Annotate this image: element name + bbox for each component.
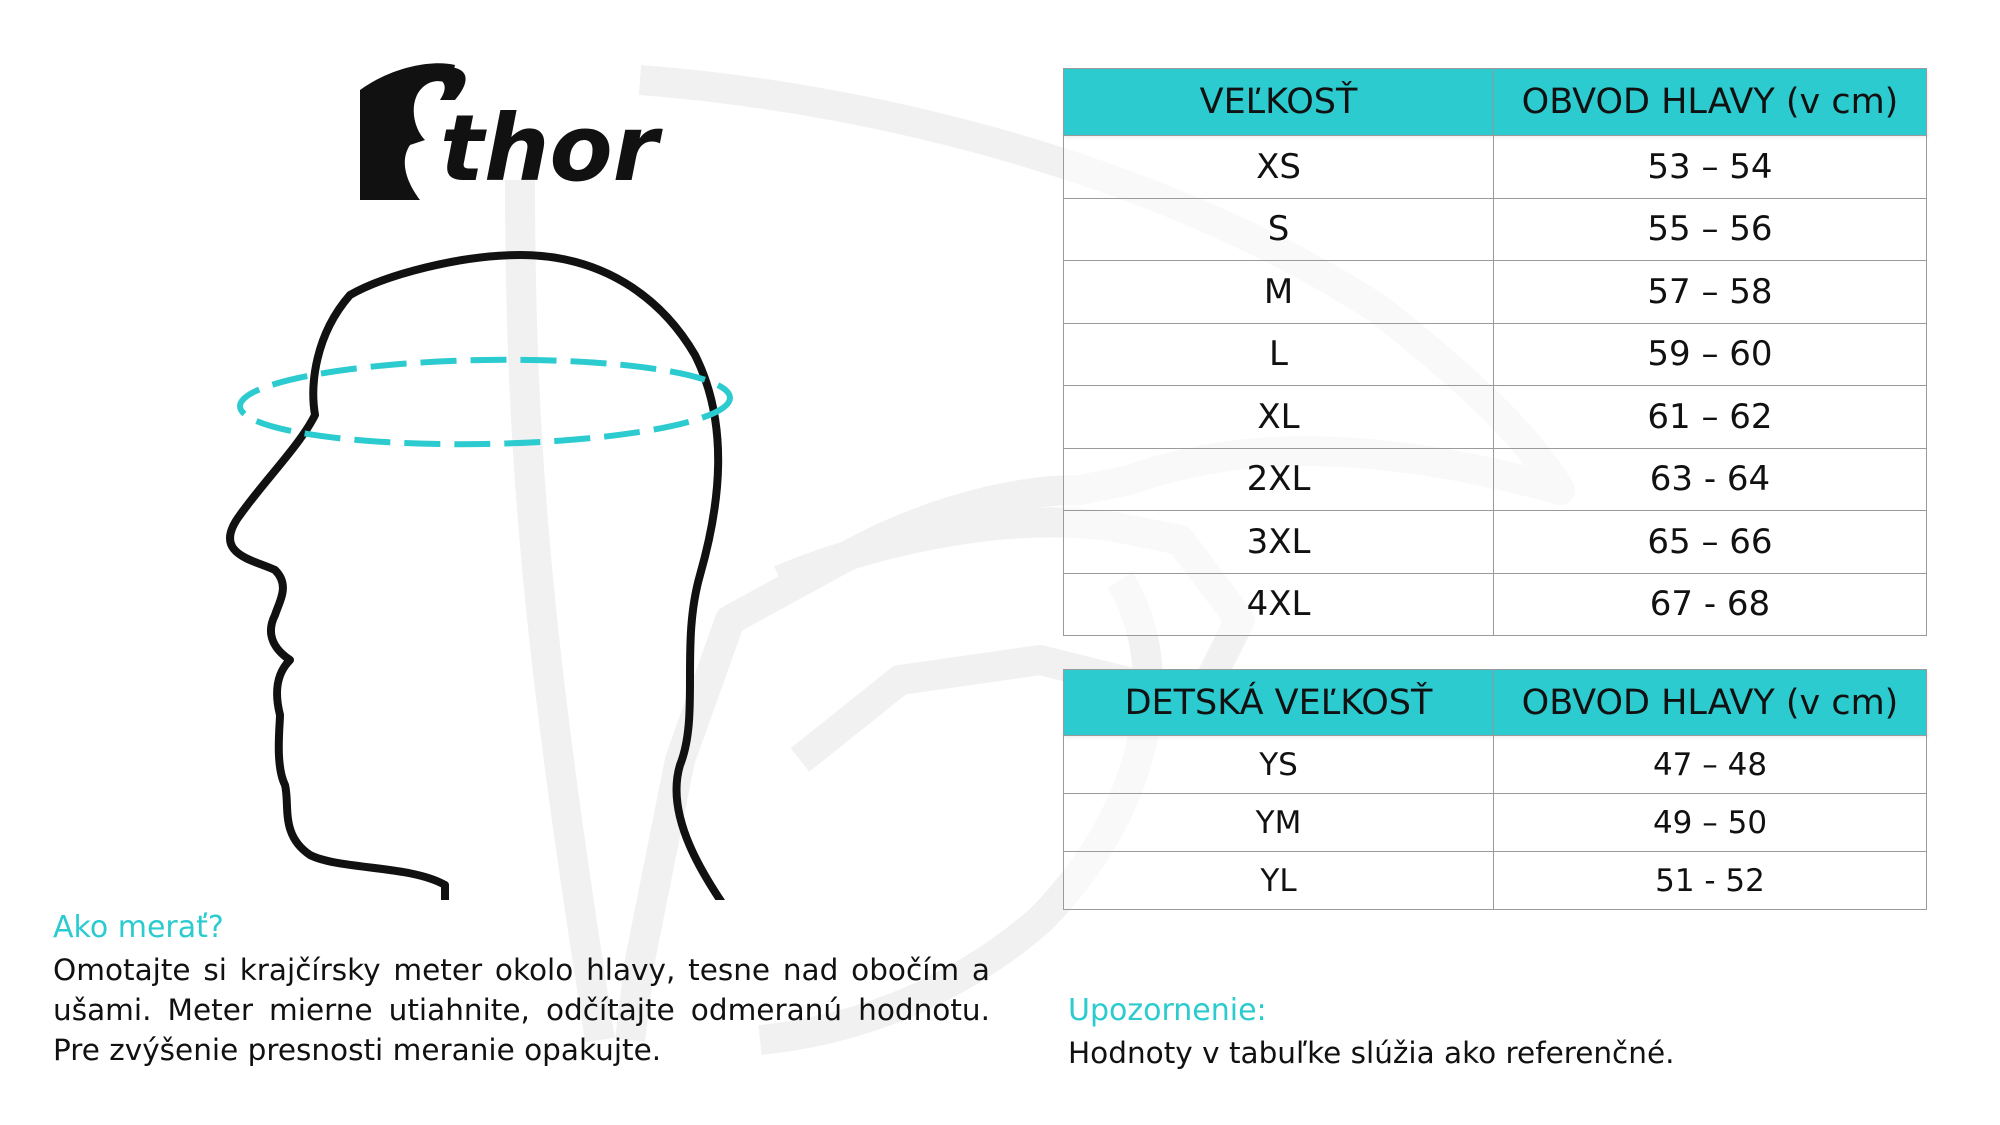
circumference-cell: 63 - 64: [1494, 448, 1927, 511]
circumference-cell: 65 – 66: [1494, 511, 1927, 574]
table-header-row: [1064, 670, 1927, 736]
header-size: VEĽKOSŤ: [1064, 69, 1494, 136]
table-row: [1064, 448, 1927, 511]
table-row: [1064, 386, 1927, 449]
adult-size-table: [1063, 68, 1927, 636]
head-outline: [230, 255, 745, 900]
circumference-cell: 57 – 58: [1494, 261, 1927, 324]
circumference-cell: 67 - 68: [1494, 573, 1927, 636]
size-cell: L: [1064, 323, 1494, 386]
thor-logo: [355, 60, 735, 210]
circumference-cell: 47 – 48: [1494, 736, 1927, 794]
size-cell: M: [1064, 261, 1494, 324]
size-cell: XS: [1064, 136, 1494, 199]
size-cell: 2XL: [1064, 448, 1494, 511]
circumference-cell: 51 - 52: [1494, 852, 1927, 910]
head-illustration: [210, 250, 810, 900]
circumference-cell: 53 – 54: [1494, 136, 1927, 199]
table-row: [1064, 198, 1927, 261]
table-row: [1064, 736, 1927, 794]
header-kids-size: DETSKÁ VEĽKOSŤ: [1064, 670, 1494, 736]
size-cell: YM: [1064, 794, 1494, 852]
size-cell: XL: [1064, 386, 1494, 449]
header-circumference: OBVOD HLAVY (v cm): [1494, 670, 1927, 736]
table-row: [1064, 511, 1927, 574]
note-title: Upozornenie:: [1068, 993, 1267, 1028]
table-row: [1064, 573, 1927, 636]
table-row: [1064, 323, 1927, 386]
circumference-cell: 61 – 62: [1494, 386, 1927, 449]
header-circumference: OBVOD HLAVY (v cm): [1494, 69, 1927, 136]
circumference-cell: 59 – 60: [1494, 323, 1927, 386]
table-row: [1064, 794, 1927, 852]
size-cell: 4XL: [1064, 573, 1494, 636]
howto-text: Omotajte si krajčírsky meter okolo hlavy, tesne nad obočím a ušami. Meter mierne utiahnite, odčítajte odmeranú hodnotu. Pre zvýšenie presnosti meranie opakujte.: [53, 953, 990, 1067]
circumference-cell: 55 – 56: [1494, 198, 1927, 261]
howto-title: Ako merať?: [53, 910, 224, 945]
logo-wordmark: thor: [440, 95, 659, 202]
size-cell: 3XL: [1064, 511, 1494, 574]
size-cell: YS: [1064, 736, 1494, 794]
note-text: Hodnoty v tabuľke slúžia ako referenčné.: [1068, 1036, 1675, 1070]
kids-size-table: [1063, 669, 1927, 910]
size-cell: S: [1064, 198, 1494, 261]
circumference-cell: 49 – 50: [1494, 794, 1927, 852]
thor-helmet-icon: [355, 60, 735, 210]
table-row: [1064, 261, 1927, 324]
size-cell: YL: [1064, 852, 1494, 910]
table-header-row: [1064, 69, 1927, 136]
table-row: [1064, 136, 1927, 199]
table-row: [1064, 852, 1927, 910]
